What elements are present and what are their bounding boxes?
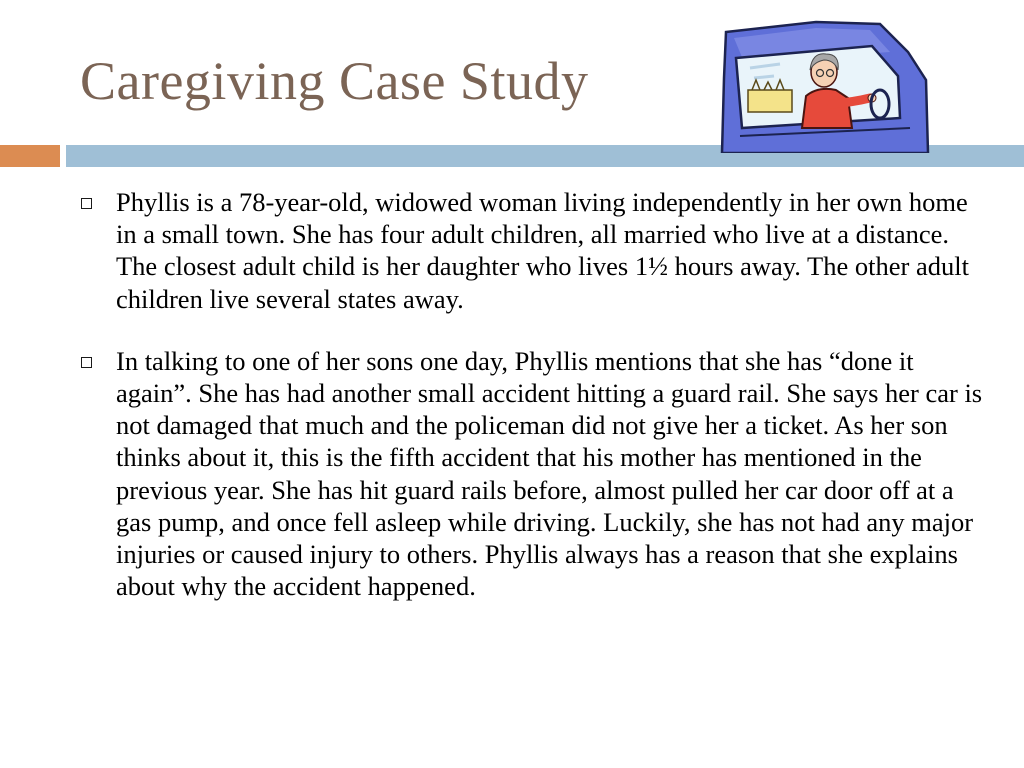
square-bullet-icon (81, 198, 92, 209)
slide-title: Caregiving Case Study (80, 51, 589, 111)
bullet-text: Phyllis is a 78-year-old, widowed woman living independently in her own home in a small town. She has four adult children, all married who live at a distance. The closest adult child is her daughter who lives 1½ hours away. The other adult children live several states away. (116, 187, 969, 314)
accent-bar-orange (0, 145, 60, 167)
square-bullet-icon (81, 357, 92, 368)
bullet-item (80, 345, 990, 603)
bullet-item (80, 186, 990, 315)
bullet-list (80, 186, 990, 602)
bullet-text: In talking to one of her sons one day, Phyllis mentions that she has “done it again”. She has had another small accident hitting a guard rail. She says her car is not damaged that much and the policeman did not give her a ticket. As her son thinks about it, this is the fifth accident that his mother has mentioned in the previous year. She has hit guard rails before, almost pulled her car door off at a gas pump, and once fell asleep while driving. Luckily, she has not had any major injuries or caused injury to others. Phyllis always has a reason that she explains about why the accident happened. (116, 345, 983, 602)
elderly-woman-driving-car-icon (720, 18, 930, 153)
